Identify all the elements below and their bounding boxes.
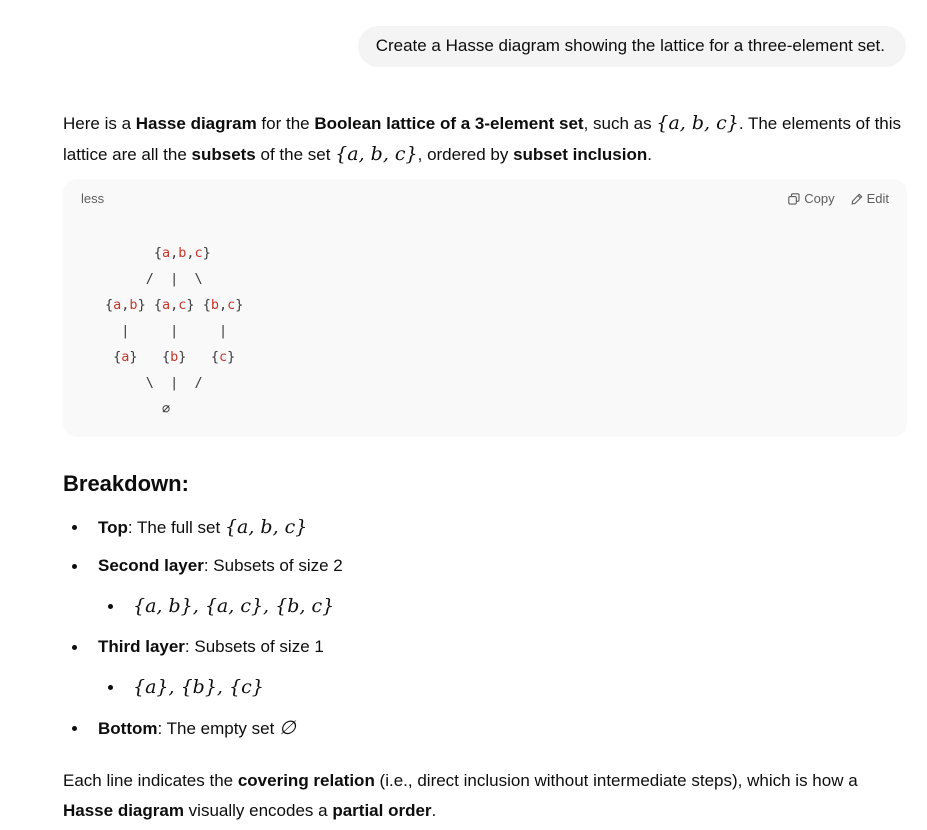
- closing-text: .: [431, 801, 437, 820]
- math-size-1-subsets: {a}, {b}, {c}: [133, 676, 264, 698]
- closing-text: visually encodes a: [183, 801, 333, 820]
- sub-list-item: [98, 585, 908, 628]
- math-empty-set: ∅: [279, 717, 296, 739]
- list-item-text: : The empty set: [157, 719, 280, 738]
- list-item-label: Third layer: [98, 637, 185, 656]
- intro-text: . The elements of this lattice are all the: [63, 114, 902, 164]
- closing-bold-hasse: Hasse diagram: [63, 801, 184, 820]
- code-line: {a,b} {a,c} {b,c}: [105, 297, 244, 313]
- code-language-label: less: [81, 191, 105, 206]
- list-item-third-layer: [63, 628, 908, 666]
- code-line: \ | /: [145, 375, 203, 391]
- closing-bold-covering-relation: covering relation: [237, 771, 375, 790]
- user-message-bubble: [358, 26, 906, 67]
- closing-text: Each line indicates the: [63, 771, 238, 790]
- code-content: [105, 240, 243, 422]
- intro-text: , ordered by: [417, 145, 514, 164]
- list-item-label: Second layer: [98, 556, 204, 575]
- closing-paragraph: [63, 766, 893, 826]
- user-message-text: Create a Hasse diagram showing the lattice for a three-element set.: [375, 36, 885, 55]
- breakdown-list: [63, 508, 908, 748]
- intro-text: for the: [256, 114, 315, 133]
- edit-button-label: Edit: [866, 191, 889, 206]
- edit-button[interactable]: [851, 191, 889, 206]
- intro-text: of the set: [255, 145, 336, 164]
- code-actions: [788, 191, 889, 206]
- sub-list: [98, 666, 908, 709]
- list-item-text: : The full set: [127, 518, 225, 537]
- list-item-text: : Subsets of size 1: [184, 637, 324, 656]
- nested-list-container: [63, 666, 908, 709]
- copy-button-label: Copy: [804, 191, 835, 206]
- code-line: | | |: [121, 323, 228, 339]
- code-line: ∅: [161, 401, 171, 417]
- code-line: / | \: [145, 271, 203, 287]
- intro-paragraph: [63, 108, 908, 170]
- sub-list: [98, 585, 908, 628]
- math-set-abc: {a, b, c}: [656, 112, 739, 134]
- intro-bold-hasse: Hasse diagram: [135, 114, 257, 133]
- pencil-icon: [851, 193, 863, 205]
- sub-list-item: [98, 666, 908, 709]
- nested-list-container: [63, 585, 908, 628]
- list-item-second-layer: [63, 547, 908, 585]
- intro-bold-subset-inclusion: subset inclusion: [513, 145, 648, 164]
- intro-text: Here is a: [63, 114, 136, 133]
- copy-button[interactable]: [788, 191, 834, 206]
- assistant-message: [63, 108, 908, 826]
- math-set-abc: {a, b, c}: [335, 143, 418, 165]
- intro-text: , such as: [583, 114, 657, 133]
- code-line: {a,b,c}: [153, 245, 211, 261]
- intro-text: .: [647, 145, 652, 164]
- closing-text: (i.e., direct inclusion without intermediate steps), which is how a: [374, 771, 858, 790]
- list-item-top: [63, 508, 908, 547]
- list-item-label: Top: [98, 518, 128, 537]
- list-item-bottom: [63, 709, 908, 748]
- list-item-label: Bottom: [98, 719, 158, 738]
- intro-bold-subsets: subsets: [191, 145, 256, 164]
- breakdown-heading: Breakdown:: [63, 471, 189, 496]
- intro-bold-boolean-lattice: Boolean lattice of a 3-element set: [314, 114, 584, 133]
- copy-icon: [788, 193, 800, 205]
- code-line: {a} {b} {c}: [113, 349, 236, 365]
- math-size-2-subsets: {a, b}, {a, c}, {b, c}: [133, 595, 335, 617]
- math-set-abc: {a, b, c}: [224, 516, 308, 538]
- list-item-text: : Subsets of size 2: [203, 556, 343, 575]
- closing-bold-partial-order: partial order: [332, 801, 432, 820]
- code-block: [63, 179, 907, 437]
